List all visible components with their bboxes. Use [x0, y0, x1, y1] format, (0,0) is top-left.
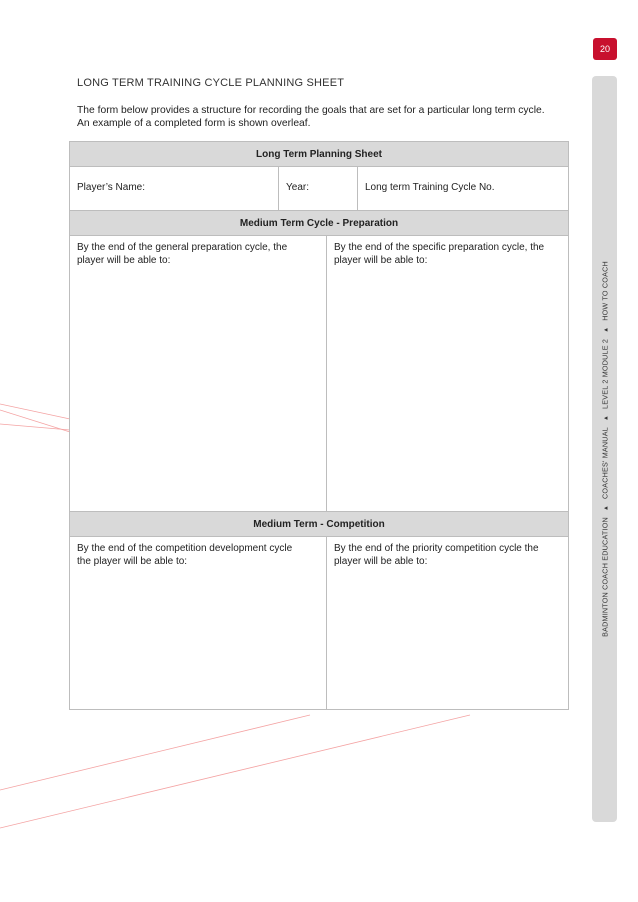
priority-competition-field[interactable]	[327, 537, 569, 710]
side-tab-item: COACHES' MANUAL	[600, 427, 609, 499]
side-tab-item: BADMINTON COACH EDUCATION	[600, 517, 609, 637]
field-prompt: By the end of the competition development cycle	[77, 543, 293, 554]
triangle-separator-icon: ▲	[603, 326, 609, 333]
general-preparation-field[interactable]	[70, 236, 327, 512]
preparation-header: Medium Term Cycle - Preparation	[70, 211, 569, 236]
side-tab-text	[592, 76, 617, 822]
triangle-separator-icon: ▲	[603, 414, 609, 422]
competition-development-field[interactable]	[70, 537, 327, 710]
field-prompt: player will be able to:	[334, 555, 428, 567]
cycle-number-field[interactable]: Long term Training Cycle No.	[358, 167, 569, 211]
side-tab-item: LEVEL 2 MODULE 2	[600, 338, 609, 409]
field-prompt: player will be able to:	[334, 254, 428, 266]
players-name-field[interactable]: Player’s Name:	[70, 167, 279, 211]
side-tab-item: HOW TO COACH	[600, 261, 609, 321]
intro-text	[77, 104, 577, 130]
intro-line: An example of a completed form is shown overleaf.	[77, 118, 311, 129]
page-heading: LONG TERM TRAINING CYCLE PLANNING SHEET	[77, 77, 345, 89]
field-prompt: player will be able to:	[77, 254, 171, 266]
competition-header: Medium Term - Competition	[70, 512, 569, 537]
page-number: 20	[593, 38, 617, 60]
field-prompt: By the end of the general preparation cycle, the	[77, 242, 288, 253]
triangle-separator-icon: ▲	[603, 504, 609, 512]
planning-form	[69, 141, 569, 710]
specific-preparation-field[interactable]	[327, 236, 569, 512]
field-prompt: By the end of the priority competition cycle the	[334, 543, 539, 554]
year-field[interactable]: Year:	[279, 167, 358, 211]
intro-line: The form below provides a structure for recording the goals that are set for a particular long term cycle.	[77, 105, 545, 116]
form-title: Long Term Planning Sheet	[70, 142, 569, 167]
field-prompt: the player will be able to:	[77, 555, 188, 567]
field-prompt: By the end of the specific preparation cycle, the	[334, 242, 545, 253]
